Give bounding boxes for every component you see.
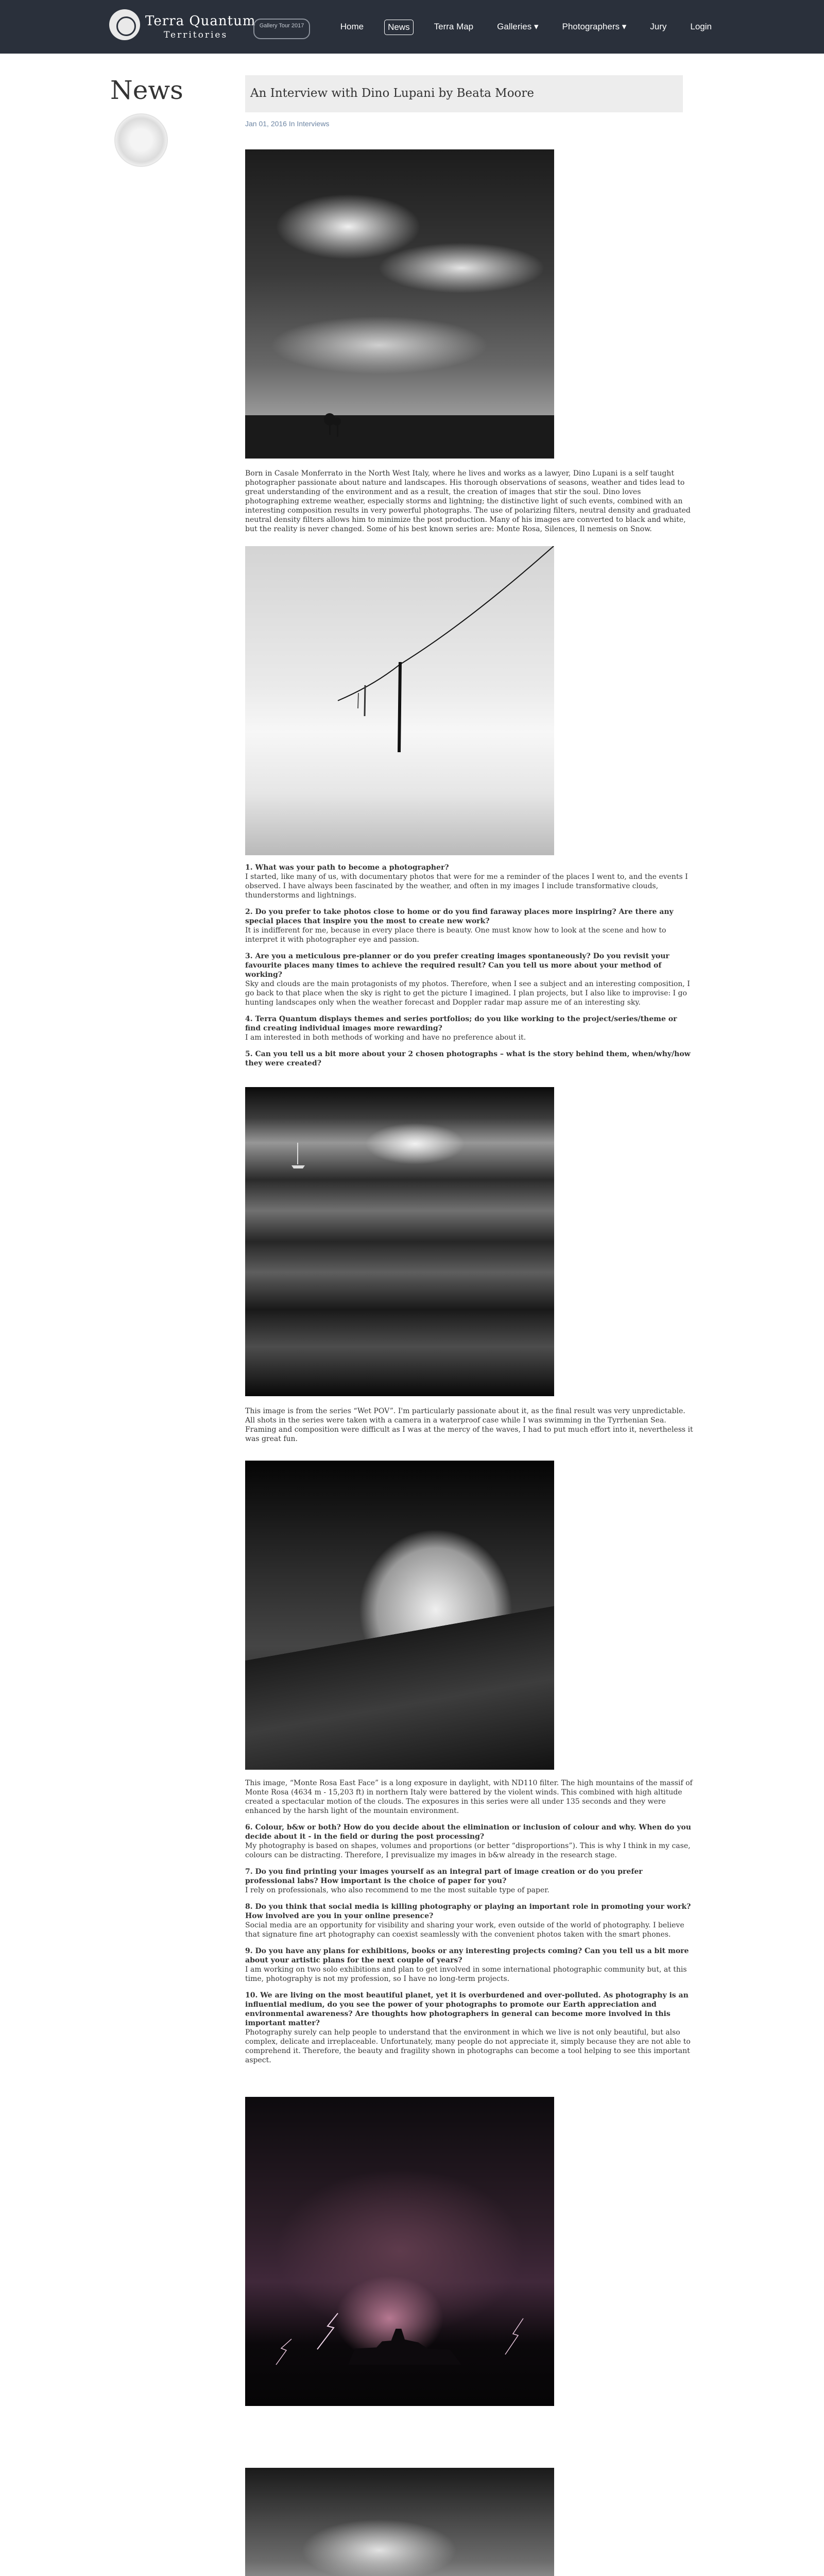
article-photo-monte-rosa [245, 1461, 554, 1770]
page-title: News [110, 75, 183, 105]
answer-4: I am interested in both methods of working and have no preference about it. [245, 1033, 526, 1042]
answer-7: I rely on professionals, who also recommend to me the most suitable type of paper. [245, 1886, 550, 1894]
question-7: 7. Do you find printing your images yourself as an integral part of image creation or do you prefer professional labs? How important is the choice of paper for you? [245, 1868, 643, 1885]
article-photo-wet-pov-sea [245, 1087, 554, 1396]
answer-1: I started, like many of us, with documentary photos that were for me a reminder of the places I went to, and the events I observed. I have always been fascinated by the weather, and often in my images I include transformative clouds, thunderstorms and lightnings. [245, 873, 688, 900]
question-1: 1. What was your path to become a photographer? [245, 863, 449, 872]
article-photo-lightning-castle [245, 2097, 554, 2406]
answer-10: Photography surely can help people to understand that the environment in which we live is not only beautiful, but also complex, delicate and irreplaceable. Unfortunately, many people do not appreciate it, simply because they are not able to comprehend it. Therefore, the beauty and fragility shown in photographs can become a tool helping to see this important aspect. [245, 2028, 691, 2064]
terra-quantum-logo-icon[interactable] [109, 9, 140, 40]
answer-6: My photography is based on shapes, volumes and proportions (or better “disproportions”). This is why I think in my case, colours can be distracting. Therefore, I previsualize my images in b&w already in the research stage. [245, 1842, 691, 1859]
nav-jury[interactable]: Jury [650, 22, 667, 31]
nav-photographers[interactable]: Photographers ▾ [562, 22, 627, 31]
answer-9: I am working on two solo exhibitions and plan to get involved in some international photographic community but, at this time, photography is not my profession, so I have no long-term projects. [245, 1965, 687, 1983]
question-5: 5. Can you tell us a bit more about your 2 chosen photographs – what is the story behind them, when/why/how they were created? [245, 1050, 691, 1067]
caption-wet-pov: This image is from the series “Wet POV”. I'm particularly passionate about it, as the final result was very unpredictable. All shots in the series were taken with a camera in a waterproof case while I was swimming in the Tyrrhenian Sea. Framing and composition were difficult as I was at the mercy of the waves, I had to put much effort into it, nevertheless it was great fun. [245, 1407, 693, 1443]
brand-name[interactable]: Terra Quantum [145, 13, 256, 29]
question-9: 9. Do you have any plans for exhibitions, books or any interesting projects coming? Can you tell us a bit more about your artistic plans for the next couple of years? [245, 1947, 689, 1964]
main-nav [337, 20, 715, 35]
power-line-illustration [245, 546, 554, 855]
nav-terra-map[interactable]: Terra Map [434, 22, 474, 31]
article-intro: Born in Casale Monferrato in the North West Italy, where he lives and works as a lawyer, Dino Lupani is a self taught photographer passionate about nature and landscapes. His thorough observations of seasons, weather and tides lead to great understanding of the environment and as a result, the creation of images that stir the soul. Dino loves photographing extreme weather, especially storms and lightning; the distinctive light of such events, combined with an interesting composition results in very powerful photographs. The use of polarizing filters, neutral density and graduated neutral density filters allows him to minimize the post production. Many of his images are converted to black and white, but the reality is never changed. Some of his best known series are: Monte Rosa, Silences, Il nemesis on Snow. [245, 469, 691, 533]
nav-home[interactable]: Home [340, 22, 364, 31]
article-photo-clouds-trees [245, 149, 554, 459]
article-title: An Interview with Dino Lupani by Beata Moore [245, 75, 683, 112]
answer-8: Social media are an opportunity for visibility and sharing your work, even outside of the world of photography. I believe that signature fine art photography can coexist seamlessly with the convenient photos taken with the smart phones. [245, 1921, 684, 1939]
article-photo-sea-stack [245, 2468, 554, 2576]
nav-login[interactable]: Login [690, 22, 712, 31]
site-header [0, 0, 824, 54]
caption-monte-rosa: This image, “Monte Rosa East Face” is a long exposure in daylight, with ND110 filter. The high mountains of the massif of Monte Rosa (4634 m - 15,203 ft) in northern Italy were battered by the violent winds. This combined with high altitude created a spectacular motion of the clouds. The exposures in this series were all under 135 seconds and they were enhanced by the harsh light of the mountain environment. [245, 1779, 693, 1815]
qa-block-1 [245, 863, 693, 1068]
brand-subtitle: Territories [164, 30, 228, 40]
gallery-tour-button[interactable]: Gallery Tour 2017 [253, 19, 310, 39]
answer-3: Sky and clouds are the main protagonists of my photos. Therefore, when I see a subject and an interesting composition, I go back to that place when the sky is right to get the picture I imagined. I plan projects, but I also like to improvise: I go hunting landscapes only when the weather forecast and Doppler radar map assure me of an interesting sky. [245, 980, 690, 1007]
question-4: 4. Terra Quantum displays themes and series portfolios; do you like working to the project/series/theme or find creating individual images more rewarding? [245, 1015, 677, 1032]
mountain-shape [245, 1461, 554, 1770]
sailboat-illustration [245, 1087, 554, 1396]
article-photo-power-line [245, 546, 554, 855]
article-meta: Jan 01, 2016 In Interviews [245, 120, 330, 128]
qa-block-2 [245, 1778, 693, 2065]
watermark-logo-icon [114, 113, 168, 167]
question-8: 8. Do you think that social media is killing photography or playing an important role in promoting your work? How involved are you in your online presence? [245, 1903, 691, 1920]
question-2: 2. Do you prefer to take photos close to home or do you find faraway places more inspiring? Are there any special places that inspire you the most to create new work? [245, 908, 674, 925]
answer-2: It is indifferent for me, because in every place there is beauty. One must know how to look at the scene and how to interpret it with photographer eye and passion. [245, 926, 666, 944]
question-3: 3. Are you a meticulous pre-planner or do you prefer creating images spontaneously? Do you revisit your favourite places many times to achieve the required result? Can you tell us more about your method of working? [245, 952, 670, 979]
question-6: 6. Colour, b&w or both? How do you decide about the elimination or inclusion of colour and why. When do you decide about it - in the field or during the post processing? [245, 1823, 691, 1841]
question-10: 10. We are living on the most beautiful planet, yet it is overburdened and over-polluted. As photography is an influential medium, do you see the power of your photographs to promote our Earth appreciation and environmental awareness? Are thoughts how photographers in general can become more involved in this important matter? [245, 1991, 689, 2027]
nav-news[interactable]: News [384, 20, 414, 35]
nav-galleries[interactable]: Galleries ▾ [497, 22, 539, 31]
